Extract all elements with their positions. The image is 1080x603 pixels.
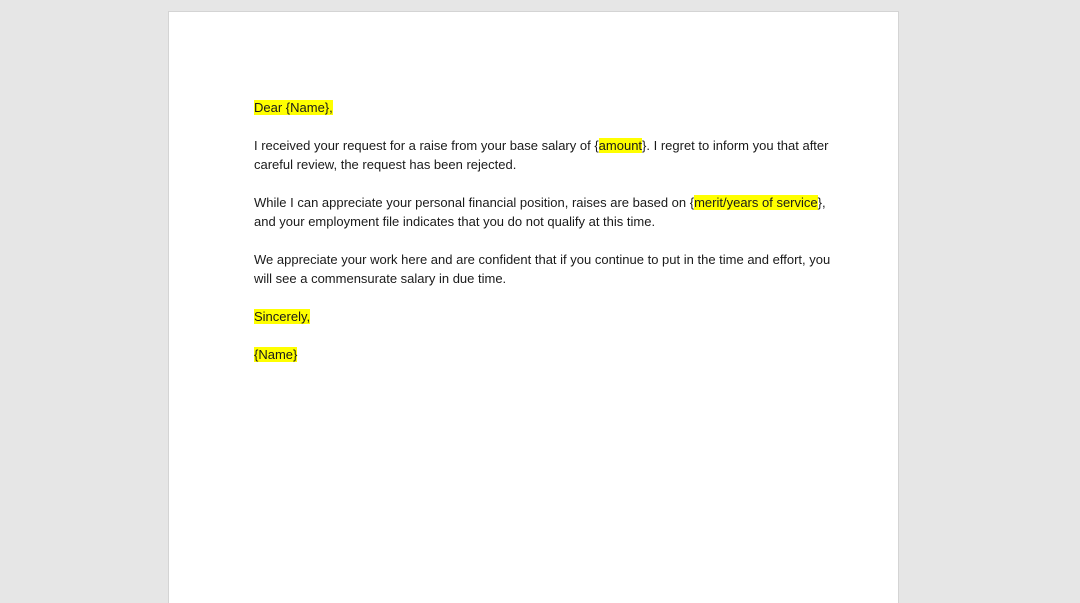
paragraph-2-text-start: While I can appreciate your personal financial position, raises are based on { <box>254 195 695 210</box>
paragraph-raise-request <box>254 136 834 174</box>
paragraph-3-text: We appreciate your work here and are confident that if you continue to put in the time and effort, you will see a commensurate salary in due time. <box>254 252 831 286</box>
paragraph-raise-basis <box>254 193 834 231</box>
salutation-highlighted: Dear {Name}, <box>254 100 333 115</box>
signature-placeholder: {Name} <box>254 347 298 362</box>
paragraph-2-text-end: }, and your employment file indicates that you do not qualify at this time. <box>254 195 826 229</box>
paragraph-appreciation <box>254 250 834 288</box>
paragraph-1-text-end: }. I regret to inform you that after careful review, the request has been rejected. <box>254 138 829 172</box>
document-page[interactable] <box>168 11 899 603</box>
signature-paragraph <box>254 345 834 364</box>
closing-highlighted: Sincerely, <box>254 309 311 324</box>
paragraph-1-text-start: I received your request for a raise from your base salary of { <box>254 138 599 153</box>
amount-placeholder: amount <box>598 138 643 153</box>
merit-placeholder: merit/years of service <box>694 195 818 210</box>
closing-paragraph <box>254 307 834 326</box>
salutation-paragraph <box>254 98 834 117</box>
letter-body[interactable] <box>254 98 834 383</box>
